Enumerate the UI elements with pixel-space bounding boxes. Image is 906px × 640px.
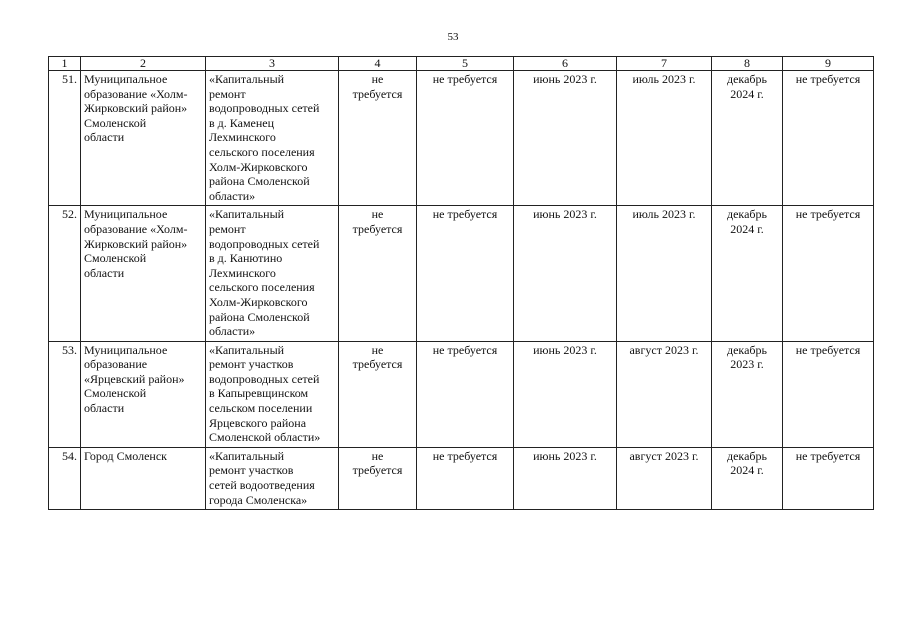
column-header-9: 9 xyxy=(783,57,874,71)
col7-cell: июль 2023 г. xyxy=(617,71,712,206)
row-number: 52. xyxy=(49,206,81,341)
row-number: 51. xyxy=(49,71,81,206)
municipality-cell: Муниципальное образование «Холм- Жирковский район» Смоленской области xyxy=(81,206,206,341)
object-cell: «Капитальный ремонт участков сетей водоотведения города Смоленска» xyxy=(206,447,339,509)
col8-cell: декабрь 2024 г. xyxy=(712,206,783,341)
col7-cell: август 2023 г. xyxy=(617,341,712,447)
row-number: 54. xyxy=(49,447,81,509)
col5-cell: не требуется xyxy=(417,341,514,447)
object-cell: «Капитальный ремонт участков водопроводных сетей в Капыревщинском сельском поселении Ярцевского района Смоленской области» xyxy=(206,341,339,447)
table-row xyxy=(49,71,874,206)
col8-cell: декабрь 2024 г. xyxy=(712,447,783,509)
column-header-1: 1 xyxy=(49,57,81,71)
column-header-6: 6 xyxy=(514,57,617,71)
col8-cell: декабрь 2023 г. xyxy=(712,341,783,447)
col5-cell: не требуется xyxy=(417,447,514,509)
table-row xyxy=(49,447,874,509)
col6-cell: июнь 2023 г. xyxy=(514,447,617,509)
col5-cell: не требуется xyxy=(417,206,514,341)
col5-cell: не требуется xyxy=(417,71,514,206)
object-cell: «Капитальный ремонт водопроводных сетей в д. Каменец Лехминского сельского поселения Холм-Жирковского района Смоленской области» xyxy=(206,71,339,206)
column-header-2: 2 xyxy=(81,57,206,71)
col7-cell: август 2023 г. xyxy=(617,447,712,509)
col4-cell: не требуется xyxy=(339,447,417,509)
object-cell: «Капитальный ремонт водопроводных сетей в д. Канютино Лехминского сельского поселения Холм-Жирковского района Смоленской области» xyxy=(206,206,339,341)
column-header-8: 8 xyxy=(712,57,783,71)
column-header-5: 5 xyxy=(417,57,514,71)
column-header-7: 7 xyxy=(617,57,712,71)
header-row xyxy=(49,57,874,71)
column-header-3: 3 xyxy=(206,57,339,71)
table-row xyxy=(49,206,874,341)
col6-cell: июнь 2023 г. xyxy=(514,206,617,341)
program-table xyxy=(48,56,874,510)
page-number: 53 xyxy=(447,31,459,43)
col7-cell: июль 2023 г. xyxy=(617,206,712,341)
col8-cell: декабрь 2024 г. xyxy=(712,71,783,206)
col9-cell: не требуется xyxy=(783,71,874,206)
col9-cell: не требуется xyxy=(783,206,874,341)
municipality-cell: Город Смоленск xyxy=(81,447,206,509)
municipality-cell: Муниципальное образование «Ярцевский район» Смоленской области xyxy=(81,341,206,447)
col4-cell: не требуется xyxy=(339,71,417,206)
col4-cell: не требуется xyxy=(339,341,417,447)
col9-cell: не требуется xyxy=(783,341,874,447)
col4-cell: не требуется xyxy=(339,206,417,341)
column-header-4: 4 xyxy=(339,57,417,71)
municipality-cell: Муниципальное образование «Холм- Жирковский район» Смоленской области xyxy=(81,71,206,206)
col9-cell: не требуется xyxy=(783,447,874,509)
col6-cell: июнь 2023 г. xyxy=(514,71,617,206)
col6-cell: июнь 2023 г. xyxy=(514,341,617,447)
row-number: 53. xyxy=(49,341,81,447)
table-row xyxy=(49,341,874,447)
